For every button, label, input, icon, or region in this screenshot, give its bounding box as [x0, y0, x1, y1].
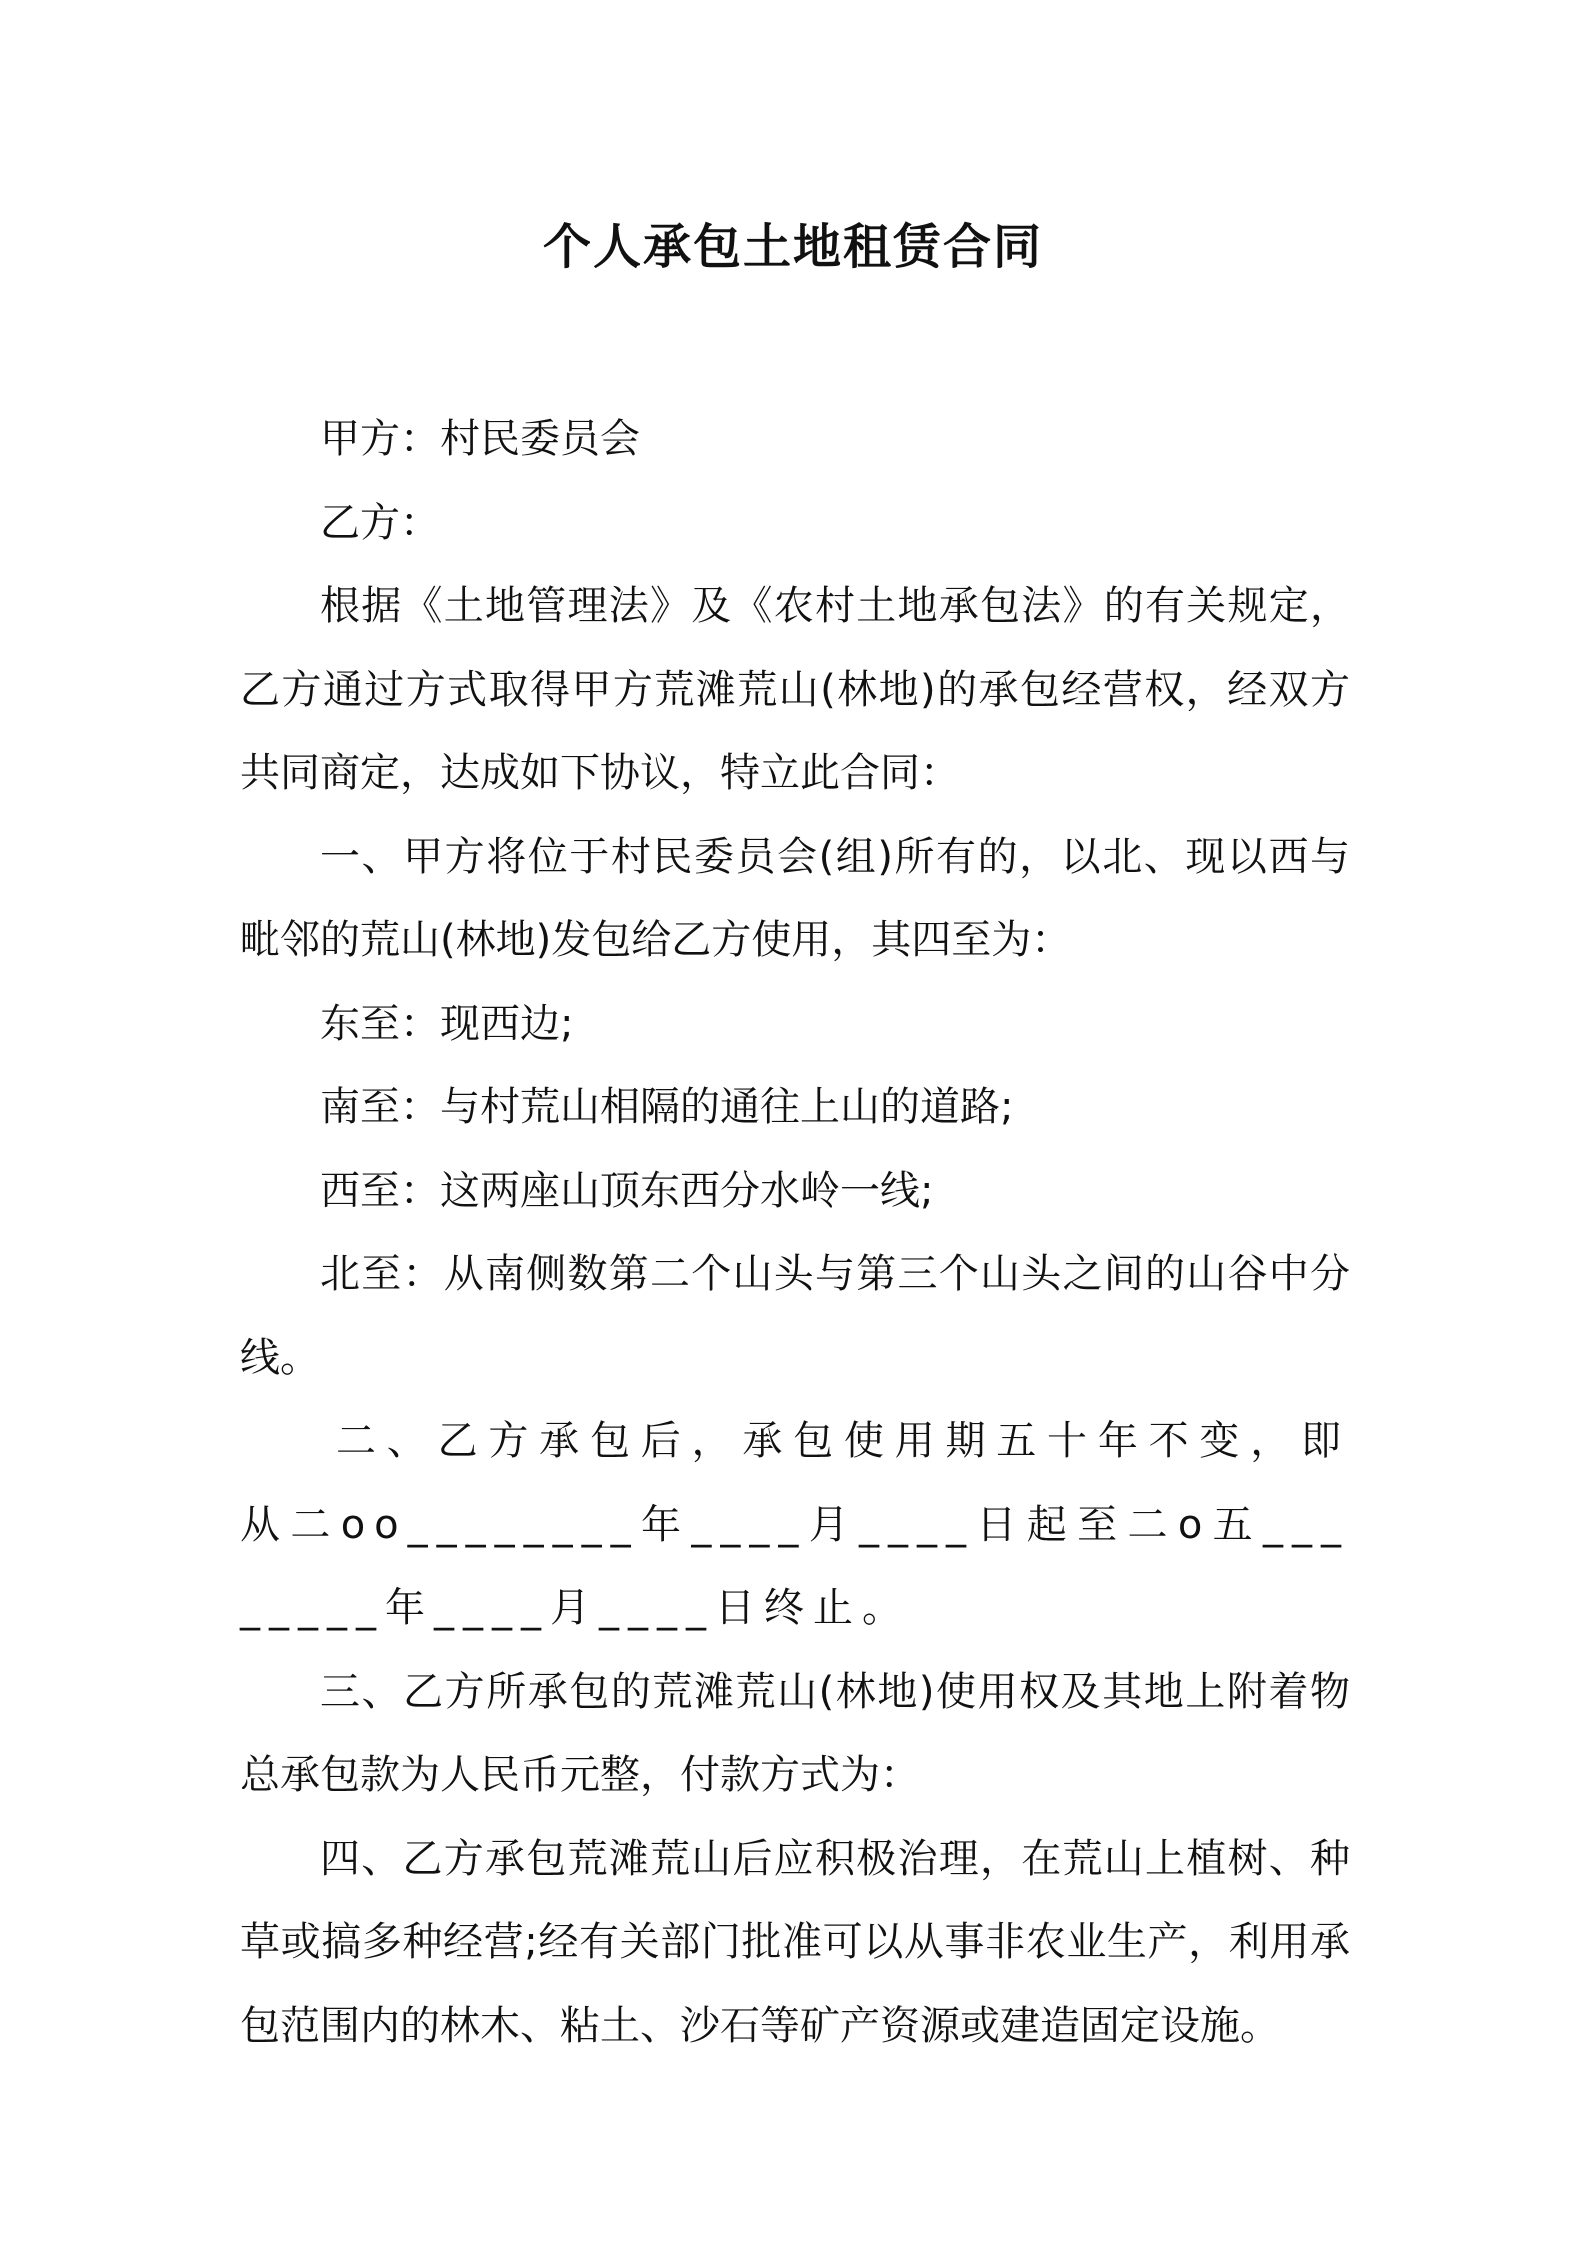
- boundary-south: 南至：与村荒山相隔的通往上山的道路;: [320, 1084, 1014, 1130]
- clause-2-paragraph: 二、乙方承包后，承包使用期五十年不变，即从二oo________年____月____日起至二o五________年____月____日终止。: [240, 1418, 1350, 1631]
- boundary-west: 西至：这两座山顶东西分水岭一线;: [320, 1167, 934, 1214]
- party-a-line: 甲方：村民委员会: [320, 416, 640, 462]
- clause-4-paragraph: 四、乙方承包荒滩荒山后应积极治理，在荒山上植树、种草或搞多种经营;经有关部门批准可以从事非农业生产，利用承包范围内的林木、粘土、沙石等矿产资源或建造固定设施。: [240, 1835, 1350, 2049]
- clause-3-paragraph: 三、乙方所承包的荒滩荒山(林地)使用权及其地上附着物总承包款为人民币元整，付款方式为：: [240, 1668, 1350, 1798]
- party-b-line: 乙方：: [320, 499, 440, 546]
- boundary-east: 东至：现西边;: [320, 1000, 574, 1047]
- boundary-north: 北至：从南侧数第二个山头与第三个山头之间的山谷中分线。: [240, 1251, 1350, 1381]
- document-body: [240, 398, 1350, 2068]
- preamble-paragraph: 根据《土地管理法》及《农村土地承包法》的有关规定，乙方通过方式取得甲方荒滩荒山(林地)的承包经营权，经双方共同商定，达成如下协议，特立此合同：: [240, 583, 1350, 796]
- clause-1-paragraph: 一、甲方将位于村民委员会(组)所有的，以北、现以西与毗邻的荒山(林地)发包给乙方使用，其四至为：: [240, 833, 1350, 963]
- document-title: 个人承包土地租赁合同: [542, 219, 1043, 275]
